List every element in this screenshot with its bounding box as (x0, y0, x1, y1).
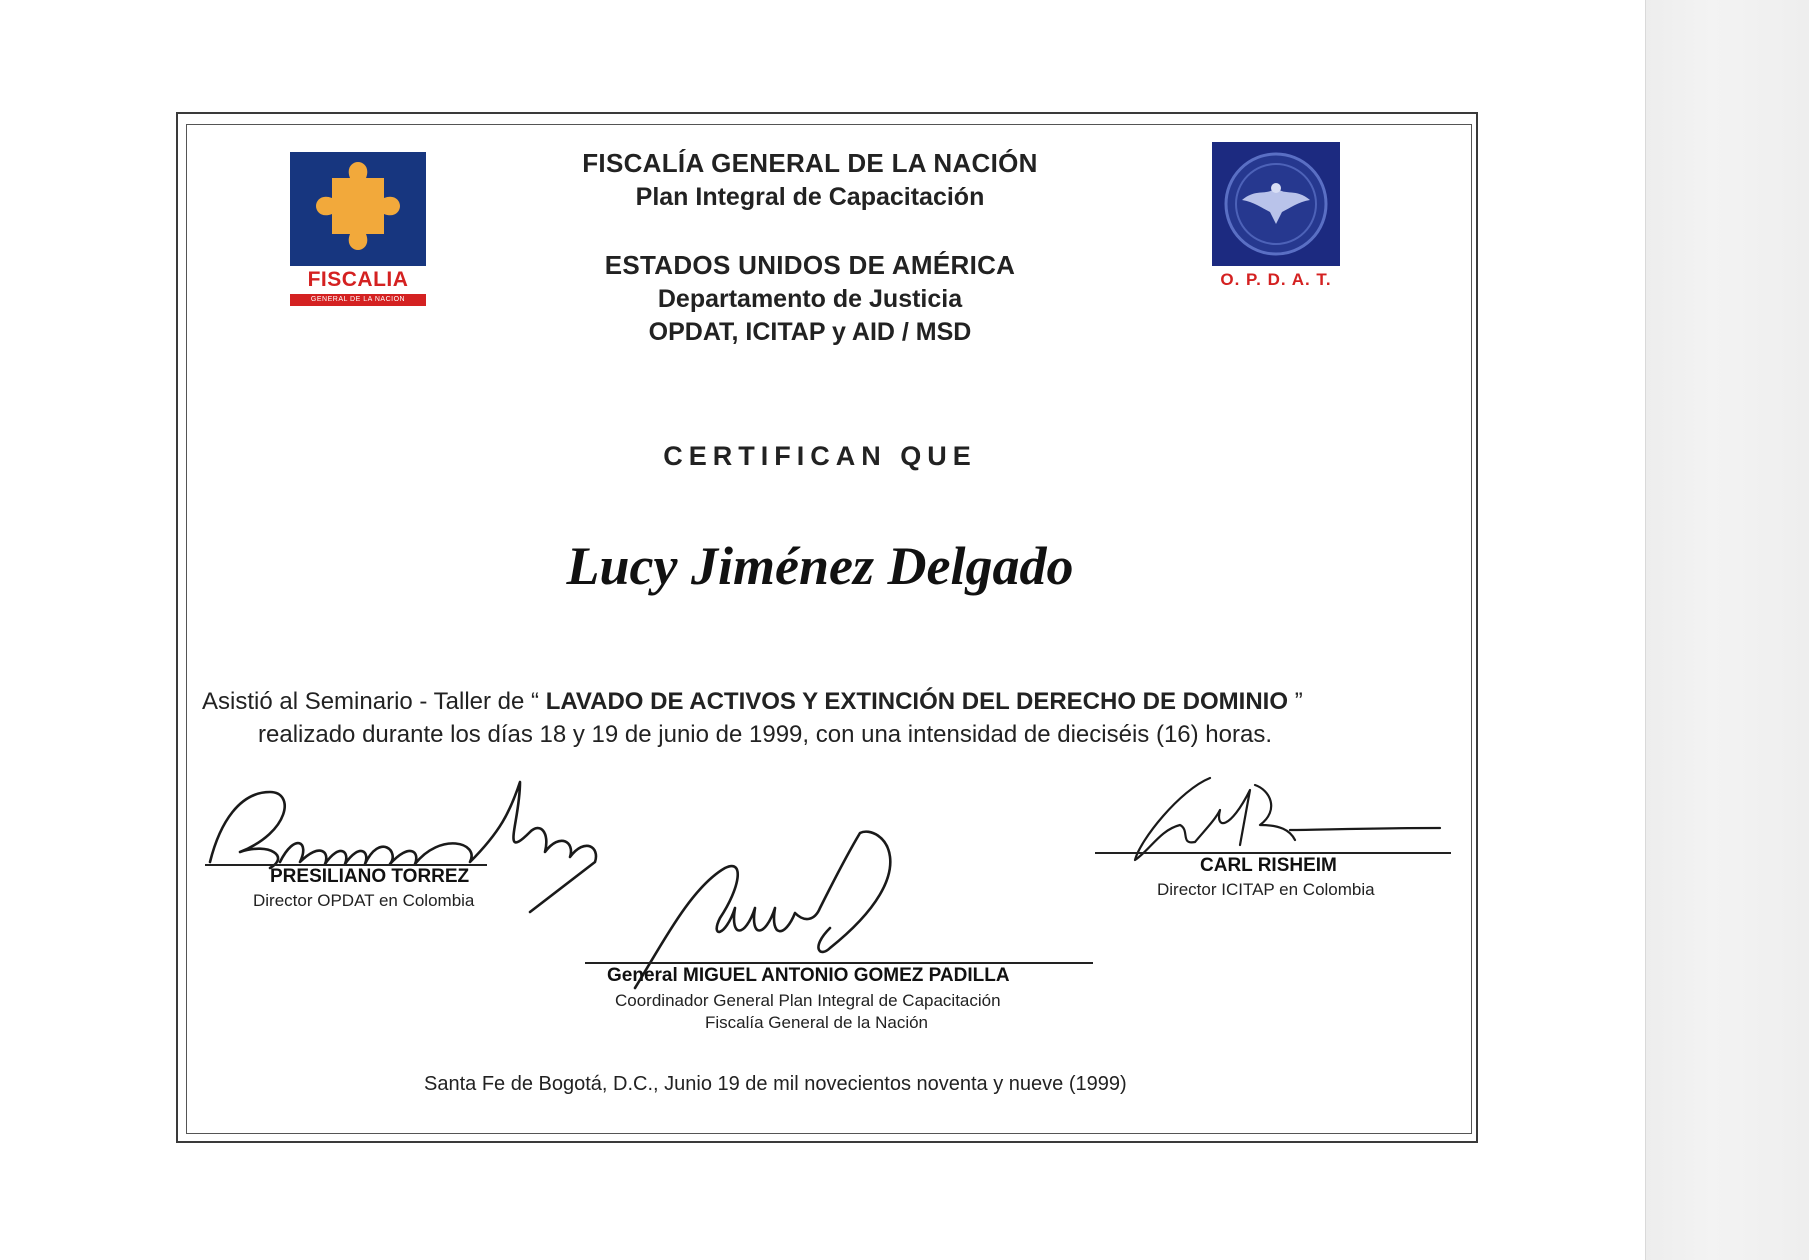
opdat-seal (1212, 142, 1340, 266)
signatory-right-name: CARL RISHEIM (1200, 855, 1337, 876)
body-suffix: ” (1294, 688, 1303, 715)
puzzle-piece-icon (290, 152, 426, 266)
certify-heading: CERTIFICAN QUE (663, 441, 977, 471)
footer-place-date: Santa Fe de Bogotá, D.C., Junio 19 de mil novecientos noventa y nueve (1999) (424, 1073, 1127, 1095)
fiscalia-logo-box (290, 152, 426, 266)
body-prefix: Asistió al Seminario - Taller de “ (202, 688, 540, 715)
header-country: ESTADOS UNIDOS DE AMÉRICA (604, 250, 1016, 280)
signatory-left-role: Director OPDAT en Colombia (253, 891, 475, 910)
signatory-center-role-2: Fiscalía General de la Nación (705, 1013, 929, 1032)
fiscalia-logo-title: FISCALIA (307, 268, 409, 291)
signatory-right-role: Director ICITAP en Colombia (1157, 880, 1375, 899)
fiscalia-logo (290, 152, 426, 308)
header-agencies: OPDAT, ICITAP y AID / MSD (648, 318, 972, 346)
opdat-logo-title: O. P. D. A. T. (1220, 270, 1332, 289)
scan-background (1645, 0, 1809, 1260)
recipient-name: Lucy Jiménez Delgado (566, 536, 1074, 596)
signature-line-right (1095, 852, 1451, 854)
signatory-center-name: General MIGUEL ANTONIO GOMEZ PADILLA (607, 965, 1010, 986)
opdat-logo (1210, 142, 1342, 292)
fiscalia-logo-subtitle: GENERAL DE LA NACION (290, 294, 426, 306)
signatory-center-role-1: Coordinador General Plan Integral de Capacitación (615, 991, 1001, 1010)
signature-line-center (585, 962, 1093, 964)
body-line-1 (202, 688, 1303, 716)
header-program: Plan Integral de Capacitación (635, 183, 985, 211)
body-line-2: realizado durante los días 18 y 19 de junio de 1999, con una intensidad de dieciséis (16) horas. (258, 721, 1273, 748)
header-department: Departamento de Justicia (657, 285, 963, 313)
header-institution: FISCALÍA GENERAL DE LA NACIÓN (582, 148, 1038, 178)
signatory-left-name: PRESILIANO TORREZ (270, 866, 470, 887)
eagle-seal-icon (1212, 142, 1340, 266)
course-title: LAVADO DE ACTIVOS Y EXTINCIÓN DEL DERECHO DE DOMINIO (545, 688, 1289, 715)
